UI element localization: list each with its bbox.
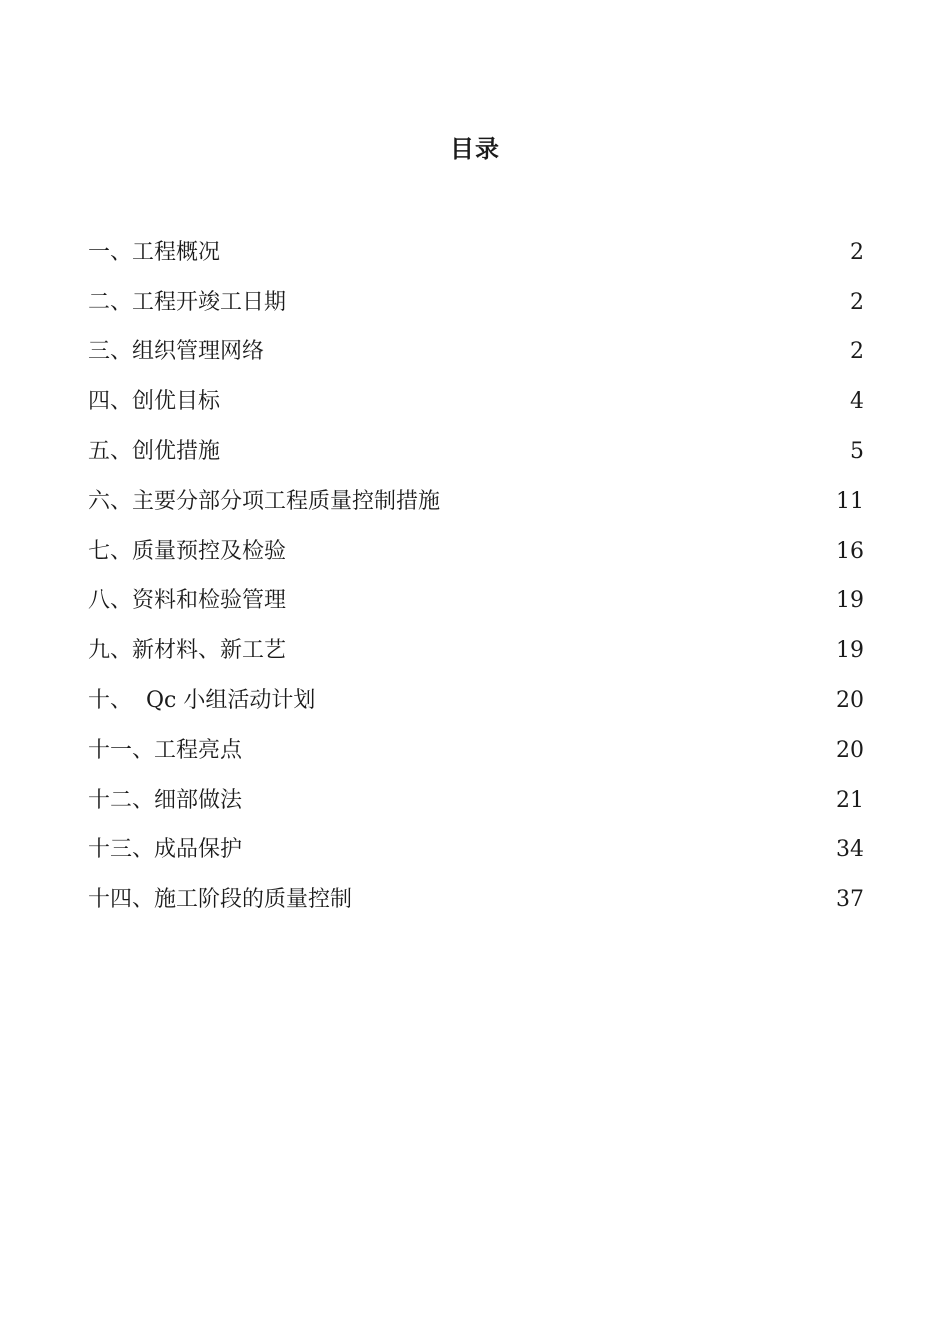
toc-entry[interactable] xyxy=(88,328,864,378)
toc-entry-label: 三、组织管理网络 xyxy=(88,339,265,365)
toc-entry-label: 七、质量预控及检验 xyxy=(88,538,287,564)
toc-entry-label: 十四、施工阶段的质量控制 xyxy=(88,887,353,913)
toc-entry[interactable] xyxy=(88,427,864,477)
toc-entry-page: 5 xyxy=(850,439,864,465)
toc-entry-label: 二、工程开竣工日期 xyxy=(88,289,287,315)
toc-entry-page: 16 xyxy=(836,538,864,564)
toc-entry-page: 11 xyxy=(836,488,864,514)
toc-entry-page: 2 xyxy=(850,289,864,315)
toc-entry-label: 九、新材料、新工艺 xyxy=(88,638,287,664)
toc-entry[interactable] xyxy=(88,826,864,876)
toc-entry-label: 六、主要分部分项工程质量控制措施 xyxy=(88,488,441,514)
toc-entry[interactable] xyxy=(88,278,864,328)
toc-entry-label: 四、创优目标 xyxy=(88,389,221,415)
toc-entry-page: 19 xyxy=(836,638,864,664)
toc-entry[interactable] xyxy=(88,577,864,627)
toc-entry-page: 37 xyxy=(836,887,864,913)
toc-title: 目录 xyxy=(450,135,500,163)
toc-entry-label: 五、创优措施 xyxy=(88,439,221,465)
toc-entry[interactable] xyxy=(88,228,864,278)
toc-entry[interactable] xyxy=(88,726,864,776)
toc-entry-page: 19 xyxy=(836,588,864,614)
toc-entry[interactable] xyxy=(88,377,864,427)
toc-entry-page: 2 xyxy=(850,239,864,265)
toc-entry[interactable] xyxy=(88,676,864,726)
toc-entry[interactable] xyxy=(88,875,864,925)
toc-entry-page: 20 xyxy=(836,737,864,763)
toc-entry[interactable] xyxy=(88,477,864,527)
toc-entry-label: 十一、工程亮点 xyxy=(88,737,243,763)
toc-entry-label: 一、工程概况 xyxy=(88,239,221,265)
toc-entry-label: 十、 Qc 小组活动计划 xyxy=(88,688,316,714)
toc-entry-page: 21 xyxy=(836,787,864,813)
toc-list xyxy=(88,228,864,925)
toc-entry-label: 八、资料和检验管理 xyxy=(88,588,287,614)
toc-entry[interactable] xyxy=(88,626,864,676)
toc-entry[interactable] xyxy=(88,776,864,826)
toc-entry-label: 十三、成品保护 xyxy=(88,837,243,863)
toc-entry[interactable] xyxy=(88,527,864,577)
toc-entry-label: 十二、细部做法 xyxy=(88,787,243,813)
toc-entry-page: 2 xyxy=(850,339,864,365)
toc-entry-page: 34 xyxy=(836,837,864,863)
toc-entry-page: 4 xyxy=(850,389,864,415)
toc-entry-page: 20 xyxy=(836,688,864,714)
